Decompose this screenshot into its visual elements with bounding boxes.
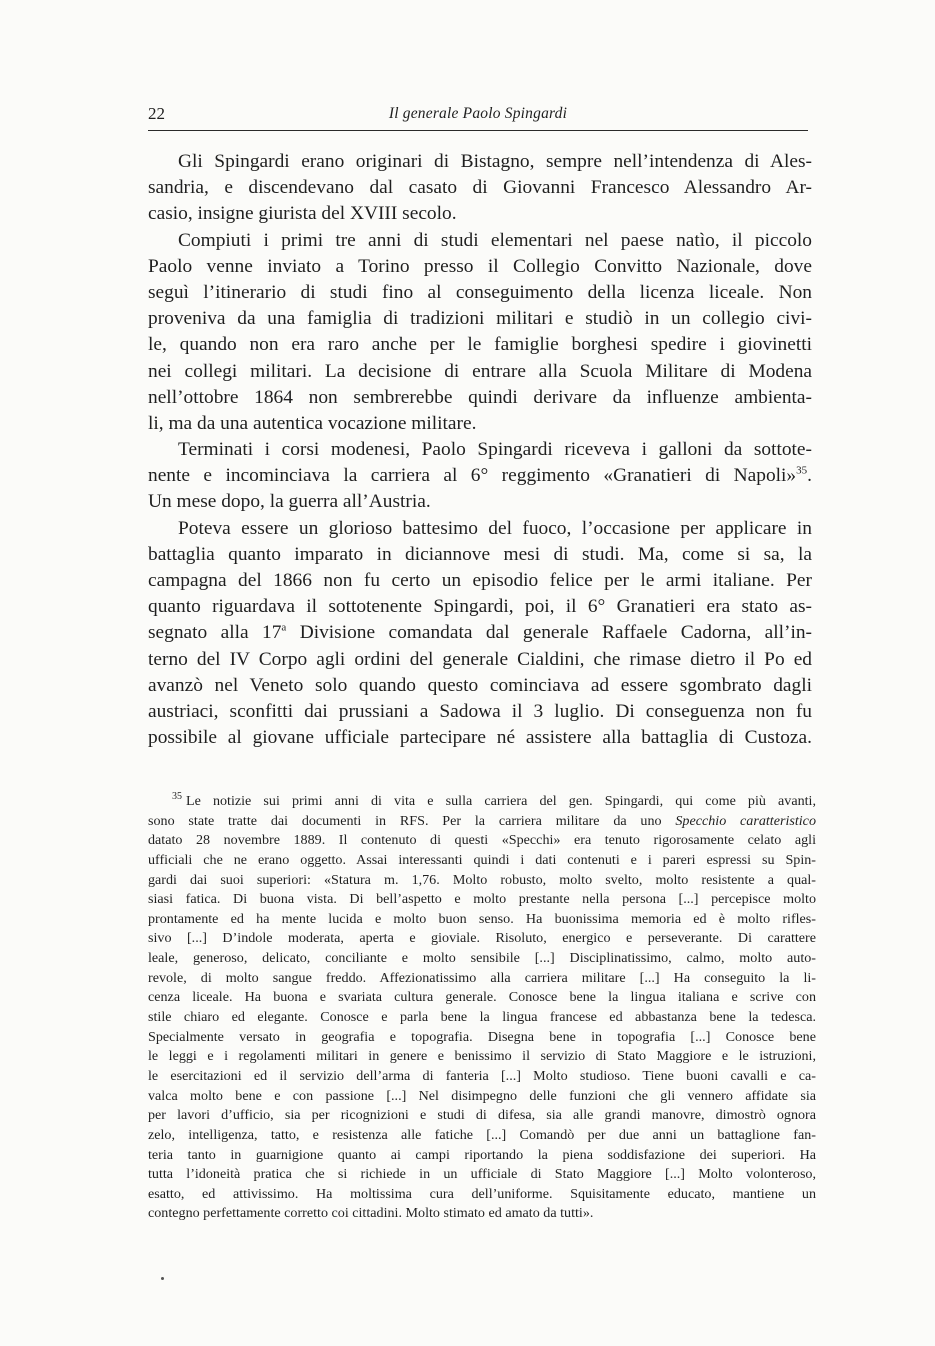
body-line-text: le, quando non era raro anche per le famiglie borghesi spedire i giovinetti [148, 334, 812, 356]
body-line [148, 175, 812, 201]
footnote-line-text: ufficiali che ne erano oggetto. Assai interessanti quindi i dati contenuti e i pareri espressi su Spin- [148, 851, 816, 868]
body-line [148, 568, 812, 594]
footnote-line [148, 1126, 816, 1146]
footnote-line [148, 1146, 816, 1166]
body-line [148, 673, 812, 699]
footnote-line-text: zelo, intelligenza, tatto, e resistenza alle fatiche [...] Comandò per due anni un battaglione fan- [148, 1126, 816, 1143]
body-line-text: proveniva da una famiglia di tradizioni militari e studiò in un collegio civi- [148, 308, 812, 330]
footnote-line-text: siasi fatica. Di buona vista. Di bell’aspetto e molto prestante nella persona [...] percepisce molto [148, 891, 816, 908]
footnote-line [148, 831, 816, 851]
footnote-line [148, 1087, 816, 1107]
footnote-line-text: tutta l’idoneità pratica che si richiede in un ufficiale di Stato Maggiore [...] Molto volonteroso, [148, 1166, 816, 1183]
footnote-number: 35 [172, 791, 182, 803]
body-line-text: Poteva essere un glorioso battesimo del fuoco, l’occasione per applicare in [178, 517, 812, 539]
footnote-line [148, 871, 816, 891]
footnote-line-text: cenza liceale. Ha buona e svariata cultura generale. Conosce bene la lingua italiana e scrive con [148, 989, 816, 1006]
body-line-text: avanzò nel Veneto solo quando questo cominciava ad essere sgombrato dagli [148, 674, 812, 696]
body-line-text: nell’ottobre 1864 non sembrerebbe quindi derivare da influenze ambienta- [148, 386, 812, 408]
footnote-line [148, 1106, 816, 1126]
body-line-text: possibile al giovane ufficiale partecipare né assistere alla battaglia di Custoza. [148, 727, 812, 749]
footnote-line-text: Le notizie sui primi anni di vita e sulla carriera del gen. Spingardi, qui come più avanti, [186, 793, 816, 809]
body-line-text: Un mese dopo, la guerra all’Austria. [148, 491, 431, 513]
footnote-line [148, 1067, 816, 1087]
footnote-line [148, 851, 816, 871]
footnote-line-text: le leggi e i regolamenti militari in genere e benissimo il servizio di Stato Maggiore e le istruzioni, [148, 1048, 816, 1065]
footnote-line [148, 1185, 816, 1205]
footnote-line-text: le esercitazioni ed il servizio dell’arma di fanteria [...] Molto studioso. Tiene buoni cavalli e ca- [148, 1067, 816, 1084]
body-line-text: Paolo venne inviato a Torino presso il Collegio Convitto Nazionale, dove [148, 255, 812, 277]
footnote-line-text: sono state tratte dai documenti in RFS. Per la carriera militare da uno [148, 812, 676, 829]
footnote-line-text: teria tanto in guarnigione quanto ai campi riportando la piena soddisfazione dei superiori. Ha [148, 1146, 816, 1163]
page-number: 22 [148, 104, 165, 123]
body-line-text: segnato alla 17 [148, 622, 282, 644]
body-line [148, 463, 812, 489]
body-line [148, 542, 812, 568]
footnote-line [148, 890, 816, 910]
running-title: Il generale Paolo Spingardi [388, 105, 568, 122]
body-line [148, 228, 812, 254]
page-speck [161, 1277, 164, 1280]
body-line [148, 437, 812, 463]
body-line [148, 149, 812, 175]
footnote-line-text: Specialmente versato in geografia e topografia. Disegna bene in topografia [...] Conosce bene [148, 1028, 816, 1045]
body-line [148, 489, 812, 515]
footnote-line-text: leale, generoso, delicato, conciliante e molto sensibile [...] Disciplinatissimo, calmo, molto auto- [148, 950, 816, 967]
body-line-text: seguì l’itinerario di studi fino al conseguimento della licenza liceale. Non [148, 281, 812, 303]
body-line [148, 620, 812, 646]
body-line-text: li, ma da una autentica vocazione militare. [148, 412, 477, 434]
body-line-text: campagna del 1866 non fu certo un episodio felice per le armi italiane. Per [148, 570, 812, 591]
body-line-text: nei collegi militari. La decisione di entrare alla Scuola Militare di Modena [148, 360, 812, 382]
body-line [148, 254, 812, 280]
footnote-line [148, 910, 816, 930]
body-line-text: austriaci, sconfitti dai prussiani a Sadowa il 3 luglio. Di conseguenza non fu [148, 700, 812, 722]
body-line [148, 201, 812, 227]
footnote-line [148, 988, 816, 1008]
body-line-text: terno del IV Corpo agli ordini del generale Cialdini, che rimase dietro il Po ed [148, 648, 812, 670]
footnote-line [148, 1165, 816, 1185]
footnote-line [148, 1047, 816, 1067]
footnote-line [148, 1204, 816, 1224]
footnote-line-text: valca molto bene e con passione [...] Nel disimpegno delle funzioni che gli vennero affidate sia [148, 1087, 816, 1104]
footnote-line-text: per lavori d’ufficio, sia per ricognizioni e studi di difesa, sia alle grandi manovre, dimostrò ognora [148, 1107, 816, 1124]
body-line-text: battaglia quanto imparato in diciannove mesi di studi. Ma, come si sa, la [148, 543, 812, 565]
body-line-text: nente e incominciava la carriera al 6° reggimento «Granatieri di Napoli» [148, 465, 797, 487]
footnote-line [148, 969, 816, 989]
body-line [148, 516, 812, 542]
footnote-line [148, 1008, 816, 1028]
body-line-text: Gli Spingardi erano originari di Bistagno, sempre nell’intendenza di Ales- [178, 151, 812, 172]
footnote-line-text: datato 28 novembre 1889. Il contenuto di questi «Specchi» era tenuto rigorosamente celato agli [148, 832, 816, 849]
superscript: a [281, 621, 287, 634]
body-line-text: sandria, e discendevano dal casato di Giovanni Francesco Alessandro Ar- [148, 177, 812, 199]
body-line [148, 385, 812, 411]
body-line-text: Terminati i corsi modenesi, Paolo Spingardi riceveva i galloni da sottote- [178, 439, 812, 461]
body-line [148, 280, 812, 306]
page-header [148, 100, 808, 131]
body-line-tail: . [807, 465, 812, 487]
body-line [148, 411, 812, 437]
footnote-line [148, 1028, 816, 1048]
body-line [148, 594, 812, 620]
body-line-text: quanto riguardava il sottotenente Spingardi, poi, il 6° Granatieri era stato as- [148, 596, 812, 618]
footnote-line [148, 929, 816, 949]
body-line [148, 332, 812, 358]
body-line-text: casio, insigne giurista del XVIII secolo. [148, 203, 457, 225]
body-line [148, 306, 812, 332]
body-line [148, 725, 812, 751]
footnote-line [148, 792, 816, 812]
body-line [148, 699, 812, 725]
footnote-line [148, 812, 816, 832]
body-text [148, 149, 812, 751]
superscript: 35 [796, 464, 808, 477]
body-line-tail: Divisione comandata dal generale Raffaele Cadorna, all’in- [286, 622, 812, 644]
footnote-line-text: stile chiaro ed elegante. Conosce e parla bene la lingua francese ed abbastanza bene la tedesca. [148, 1009, 816, 1026]
footnote-35 [148, 792, 816, 1224]
footnote-line [148, 949, 816, 969]
footnote-line-text: sivo [...] D’indole moderata, aperta e gioviale. Risoluto, energico e perseverante. Di carattere [148, 930, 816, 947]
footnote-line-text: esatto, ed attivissimo. Ha moltissima cura dell’uniforme. Squisitamente educato, mantiene un [148, 1185, 816, 1202]
footnote-line-text: revole, di molto sangue freddo. Affezionatissimo alla carriera militare [...] Ha conseguito la li- [148, 969, 816, 986]
footnote-italic-title: Specchio caratteristico [675, 812, 816, 829]
footnote-line-text: contegno perfettamente corretto coi cittadini. Molto stimato ed amato da tutti». [148, 1205, 594, 1222]
footnote-line-text: prontamente ed ha mente lucida e molto buon senso. Ha buonissima memoria ed è molto rifles- [148, 910, 816, 927]
footnote-line-text: gardi dai suoi superiori: «Statura m. 1,76. Molto robusto, molto svelto, molto resistente a qual- [148, 871, 816, 888]
body-line-text: Compiuti i primi tre anni di studi elementari nel paese natìo, il piccolo [178, 229, 812, 251]
body-line [148, 647, 812, 673]
body-line [148, 359, 812, 385]
